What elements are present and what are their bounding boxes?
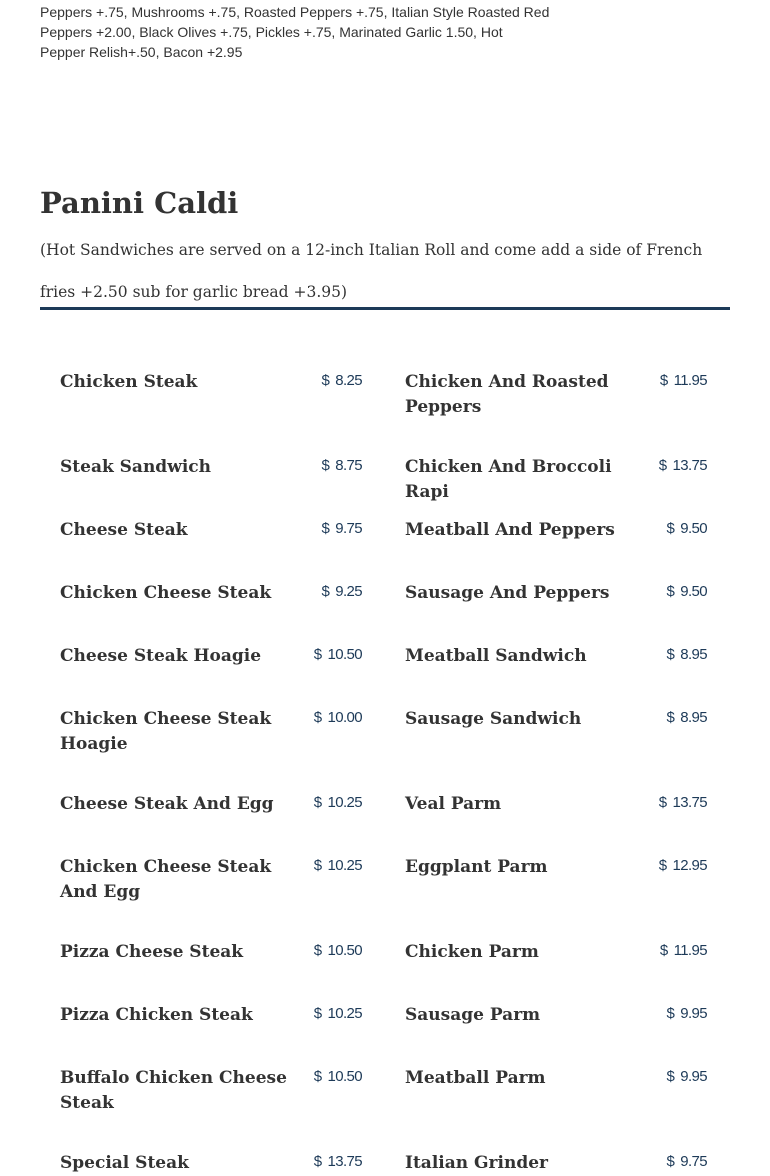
price-value: 13.75 xyxy=(672,457,707,474)
item-name: Meatball Parm xyxy=(405,1068,546,1088)
item-name: Eggplant Parm xyxy=(405,857,548,877)
menu-item[interactable] xyxy=(405,1066,707,1126)
price-value: 9.95 xyxy=(680,1005,707,1022)
menu-item[interactable] xyxy=(60,1003,362,1063)
price-value: 9.50 xyxy=(680,520,707,537)
price-value: 10.00 xyxy=(327,709,362,726)
currency-symbol: $ xyxy=(321,457,330,474)
currency-symbol: $ xyxy=(313,857,322,874)
item-name: Italian Grinder xyxy=(405,1153,548,1173)
price-value: 10.50 xyxy=(327,942,362,959)
menu-item[interactable] xyxy=(405,707,707,767)
price-value: 11.95 xyxy=(673,942,707,959)
currency-symbol: $ xyxy=(313,1153,322,1170)
price-value: 8.25 xyxy=(335,372,362,389)
currency-symbol: $ xyxy=(313,709,322,726)
item-price xyxy=(314,1151,362,1173)
price-value: 9.75 xyxy=(680,1153,707,1170)
item-price xyxy=(314,707,362,729)
item-price xyxy=(666,1003,707,1025)
menu-item[interactable] xyxy=(405,518,707,578)
currency-symbol: $ xyxy=(658,457,667,474)
item-price xyxy=(659,792,707,814)
menu-item[interactable] xyxy=(405,455,707,515)
currency-symbol: $ xyxy=(321,372,330,389)
item-name: Cheese Steak And Egg xyxy=(60,794,274,814)
menu-item[interactable] xyxy=(405,1003,707,1063)
currency-symbol: $ xyxy=(313,794,322,811)
item-price xyxy=(666,1066,707,1088)
item-name: Sausage Sandwich xyxy=(405,709,582,729)
menu-item[interactable] xyxy=(60,1066,362,1126)
price-value: 11.95 xyxy=(673,372,707,389)
menu-item[interactable] xyxy=(405,792,707,852)
item-price xyxy=(314,644,362,666)
price-value: 10.25 xyxy=(327,857,362,874)
menu-item[interactable] xyxy=(60,855,362,915)
price-value: 9.75 xyxy=(335,520,362,537)
item-price xyxy=(666,644,707,666)
item-price xyxy=(666,581,707,603)
currency-symbol: $ xyxy=(666,1068,675,1085)
menu-item[interactable] xyxy=(60,792,362,852)
item-price xyxy=(666,518,707,540)
currency-symbol: $ xyxy=(313,1068,322,1085)
item-price xyxy=(314,855,362,877)
price-value: 12.95 xyxy=(672,857,707,874)
item-price xyxy=(321,455,362,477)
menu-item[interactable] xyxy=(60,455,362,515)
item-name: Chicken Cheese Steak And Egg xyxy=(60,857,272,902)
section-divider xyxy=(40,307,730,310)
price-value: 13.75 xyxy=(327,1153,362,1170)
item-name: Veal Parm xyxy=(405,794,502,814)
section-title: Panini Caldi xyxy=(40,186,239,220)
currency-symbol: $ xyxy=(313,1005,322,1022)
item-price xyxy=(666,1151,707,1173)
menu-item[interactable] xyxy=(405,855,707,915)
price-value: 8.95 xyxy=(680,646,707,663)
currency-symbol: $ xyxy=(321,520,330,537)
currency-symbol: $ xyxy=(666,646,675,663)
currency-symbol: $ xyxy=(659,942,668,959)
item-price xyxy=(660,940,707,962)
price-value: 9.95 xyxy=(680,1068,707,1085)
currency-symbol: $ xyxy=(666,520,675,537)
currency-symbol: $ xyxy=(313,646,322,663)
item-price xyxy=(314,940,362,962)
menu-item[interactable] xyxy=(60,707,362,767)
menu-item[interactable] xyxy=(60,644,362,704)
menu-item[interactable] xyxy=(405,940,707,1000)
currency-symbol: $ xyxy=(658,857,667,874)
menu-item[interactable] xyxy=(405,581,707,641)
currency-symbol: $ xyxy=(666,583,675,600)
price-value: 10.25 xyxy=(327,1005,362,1022)
item-name: Chicken Steak xyxy=(60,372,198,392)
item-price xyxy=(314,1003,362,1025)
toppings-list: Peppers +.75, Mushrooms +.75, Roasted Peppers +.75, Italian Style Roasted Red Peppers +2.00, Black Olives +.75, Pickles +.75, Marinated Garlic 1.50, Hot Pepper Relish+.50, Bacon +2.95 xyxy=(40,4,550,60)
price-value: 10.50 xyxy=(327,646,362,663)
item-price xyxy=(321,581,362,603)
item-name: Cheese Steak xyxy=(60,520,188,540)
item-name: Chicken Cheese Steak Hoagie xyxy=(60,709,272,754)
price-value: 10.50 xyxy=(327,1068,362,1085)
menu-item[interactable] xyxy=(405,644,707,704)
item-name: Sausage Parm xyxy=(405,1005,541,1025)
item-price xyxy=(321,518,362,540)
item-name: Buffalo Chicken Cheese Steak xyxy=(60,1068,287,1113)
price-value: 13.75 xyxy=(672,794,707,811)
currency-symbol: $ xyxy=(666,1005,675,1022)
item-price xyxy=(659,855,707,877)
menu-item[interactable] xyxy=(60,940,362,1000)
item-price xyxy=(314,792,362,814)
price-value: 9.25 xyxy=(335,583,362,600)
price-value: 10.25 xyxy=(327,794,362,811)
item-name: Pizza Cheese Steak xyxy=(60,942,244,962)
menu-item[interactable] xyxy=(405,1151,707,1175)
currency-symbol: $ xyxy=(313,942,322,959)
item-name: Meatball Sandwich xyxy=(405,646,587,666)
currency-symbol: $ xyxy=(658,794,667,811)
item-name: Chicken Cheese Steak xyxy=(60,583,272,603)
currency-symbol: $ xyxy=(659,372,668,389)
item-price xyxy=(659,455,707,477)
menu-item[interactable] xyxy=(60,518,362,578)
price-value: 8.75 xyxy=(335,457,362,474)
currency-symbol: $ xyxy=(666,1153,675,1170)
item-price xyxy=(314,1066,362,1088)
price-value: 9.50 xyxy=(680,583,707,600)
menu-item[interactable] xyxy=(60,581,362,641)
item-name: Sausage And Peppers xyxy=(405,583,610,603)
currency-symbol: $ xyxy=(321,583,330,600)
menu-item[interactable] xyxy=(60,370,362,430)
item-name: Chicken Parm xyxy=(405,942,539,962)
item-price xyxy=(666,707,707,729)
item-name: Meatball And Peppers xyxy=(405,520,615,540)
item-name: Steak Sandwich xyxy=(60,457,211,477)
item-name: Pizza Chicken Steak xyxy=(60,1005,253,1025)
menu-item[interactable] xyxy=(60,1151,362,1175)
price-value: 8.95 xyxy=(680,709,707,726)
item-name: Chicken And Roasted Peppers xyxy=(405,372,609,417)
item-name: Special Steak xyxy=(60,1153,189,1173)
item-price xyxy=(321,370,362,392)
section-description: (Hot Sandwiches are served on a 12-inch Italian Roll and come add a side of French fries +2.50 sub for garlic bread +3.95) xyxy=(40,241,703,301)
item-name: Chicken And Broccoli Rapi xyxy=(405,457,612,502)
menu-item[interactable] xyxy=(405,370,707,430)
item-name: Cheese Steak Hoagie xyxy=(60,646,262,666)
item-price xyxy=(660,370,707,392)
currency-symbol: $ xyxy=(666,709,675,726)
